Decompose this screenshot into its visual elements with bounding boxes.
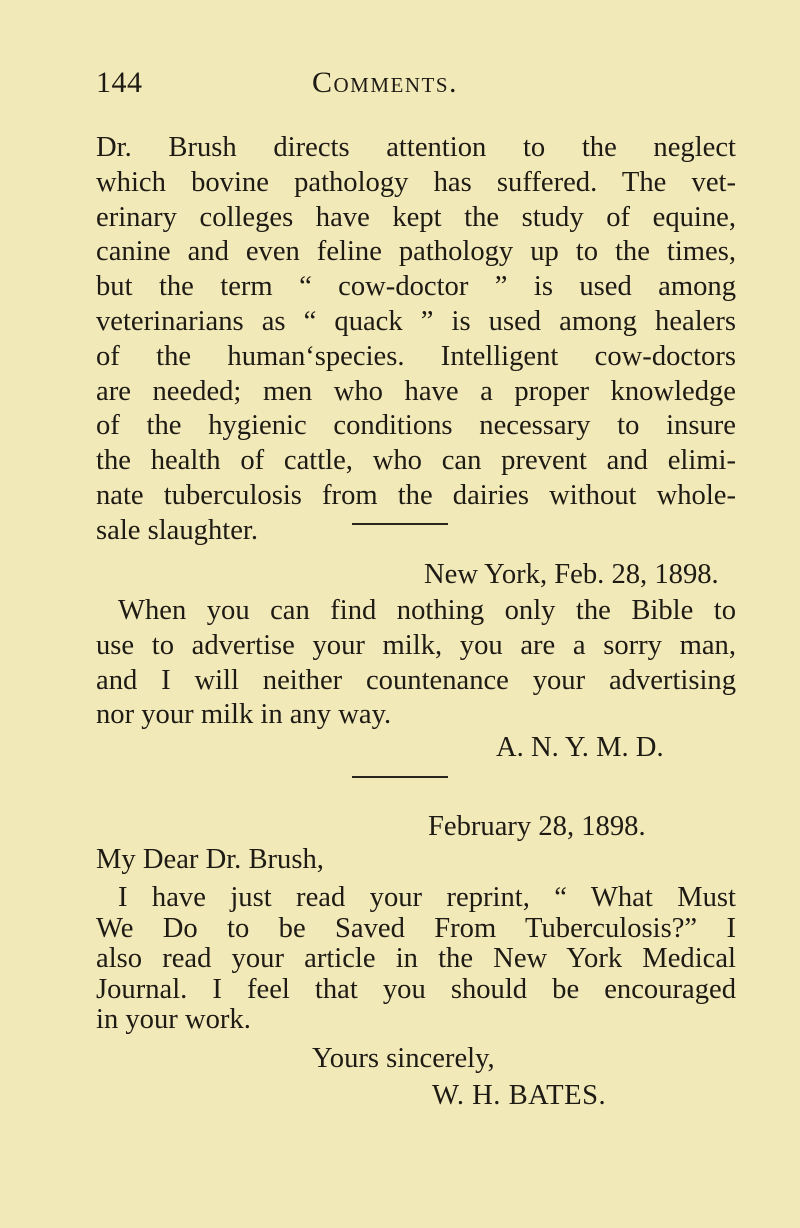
text-line: the health of cattle, who can prevent and elimi- [96,445,736,477]
letter-2-closing: Yours sincerely, [312,1043,495,1074]
text-line: veterinarians as “ quack ” is used among healers [96,305,736,337]
text-line: of the humanʻspecies. Intelligent cow-doctors [96,340,736,372]
text-line: When you can find nothing only the Bible to [118,595,736,626]
letter-1-dateline: New York, Feb. 28, 1898. [424,559,719,590]
text-line: canine and even feline pathology up to the times, [96,236,736,268]
text-line: Journal. I feel that you should be encouraged [96,974,736,1005]
page-header [96,66,736,106]
text-line: Dr. Brush directs attention to the neglect [96,132,736,163]
page-number: 144 [96,66,143,99]
letter-2-signature: W. H. BATES. [432,1080,607,1111]
letter-2-salutation: My Dear Dr. Brush, [96,844,324,875]
section-divider [352,776,448,778]
letter-2-body [96,883,736,1036]
text-line: are needed; men who have a proper knowledge [96,375,736,407]
text-line: which bovine pathology has suffered. The vet- [96,166,736,198]
text-line: of the hygienic conditions necessary to insure [96,410,736,442]
letter-1-body [96,594,736,733]
section-divider [352,523,448,525]
text-line: and I will neither countenance your advertising [96,664,736,696]
text-line: nate tuberculosis from the dairies without whole- [96,479,736,511]
text-line: but the term “ cow-doctor ” is used among [96,271,736,303]
letter-1-signature: A. N. Y. M. D. [496,732,664,763]
letter-2-dateline: February 28, 1898. [428,811,646,842]
text-line: I have just read your reprint, “ What Must [118,883,736,913]
text-line: also read your article in the New York Medical [96,944,736,975]
text-line: nor your milk in any way. [96,699,392,731]
text-line: We Do to be Saved From Tuberculosis?” I [96,913,736,944]
paragraph-commentary [96,131,736,549]
running-head: Comments. [312,66,459,99]
text-line: erinary colleges have kept the study of equine, [96,201,736,233]
text-line: use to advertise your milk, you are a sorry man, [96,629,736,661]
text-line: in your work. [96,1004,251,1036]
text-line: sale slaughter. [96,514,258,546]
